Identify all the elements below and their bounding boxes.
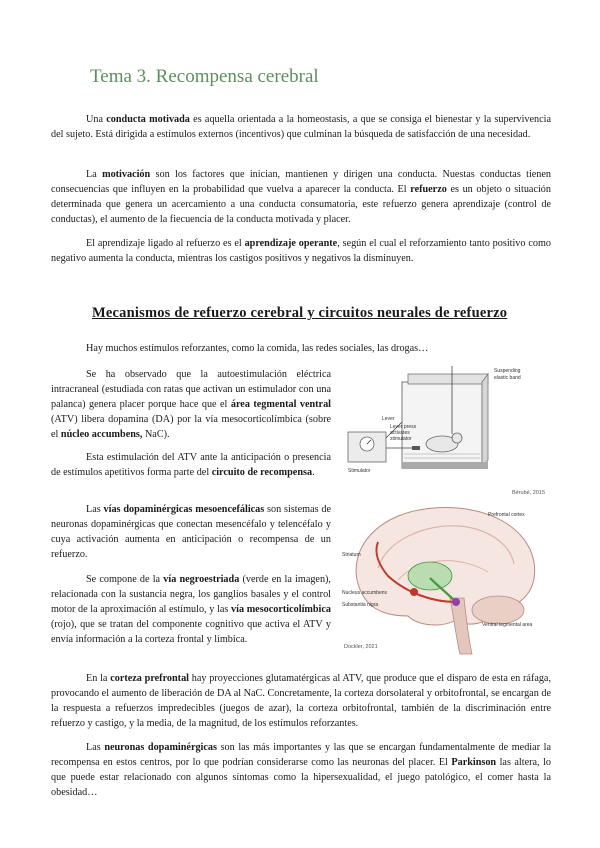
paragraph-estimulacion-atv: Esta estimulación del ATV ante la anticipación o presencia de estímulos apetitivos forma parte del circuito de recompensa. xyxy=(51,452,331,478)
label-suspending: Suspending xyxy=(494,368,521,374)
label-ventral-tegmental-area: Ventral tegmental area xyxy=(482,622,533,628)
label-substantia-nigra: Substantia nigra xyxy=(342,602,379,608)
section-title: Mecanismos de refuerzo cerebral y circuitos neurales de refuerzo xyxy=(92,305,508,321)
label-stimulator: stimulator xyxy=(390,436,412,442)
paragraph-aprendizaje-operante: El aprendizaje ligado al refuerzo es el aprendizaje operante, según el cual el reforzamiento tanto positivo como negativo aumenta la conducta, mientras los castigos positivos y negativos la disminuyen. xyxy=(51,238,551,264)
self-stimulation-figure xyxy=(342,362,550,498)
figure2-credit: Dockler, 2021 xyxy=(344,644,378,650)
paragraph-via-negroestriada: Se compone de la vía negroestriada (verde en la imagen), relacionada con la sustancia negra, los ganglios basales y el control motor de la aproximación al estímulo, y las vía mesocorticolímbica (rojo), que se tratan del componente cognitivo que activa el ATV y envía información a la corteza frontal y límbica. xyxy=(51,574,331,645)
label-striatum: Striatum xyxy=(342,552,361,558)
label-stimulator-box: Stimulator xyxy=(348,468,371,474)
label-elastic-band: elastic band xyxy=(494,375,521,381)
brain-pathways-figure xyxy=(338,498,550,658)
paragraph-neuronas-dopaminergicas: Las neuronas dopaminérgicas son las más importantes y las que se encargan fundamentalmente de mediar la recompensa en estos centros, por lo que podrían considerarse como las neuronas del placer. El Parkinson las altera, lo que puede estar relacionado con algunos síntomas como la hipersexualidad, el juego patológico, el comer hasta la obesidad… xyxy=(51,742,552,798)
paragraph-corteza-prefrontal: En la corteza prefrontal hay proyecciones glutamatérgicas al ATV, que produce que el disparo de esta en ráfaga, provocando el aumento de liberación de DA al NaC. Concretamente, la corteza dorsolateral y orbitofrontal, se encargan de la respuesta a refuerzos impredecibles (juegos de azar), la corteza orbitofrontal, también de la discriminación entre refuerzo y castigo, y la media, de la magnitud, de los estímulos reforzantes. xyxy=(51,673,552,729)
label-prefrontal-cortex: Prefrontal cortex xyxy=(488,512,525,518)
paragraph-conducta-motivada: Una conducta motivada es aquella orientada a la homeostasis, a que se consiga el bienestar y la supervivencia del sujeto. Está dirigida a estímulos externos (incentivos) que culminan la búsqueda de satisfacción de una necesidad. xyxy=(51,114,551,140)
paragraph-motivacion: La motivación son los factores que inician, mantienen y dirigen una conducta. Nuestas conductas tienen consecuencias que influyen en la probabilidad que vuelva a aparecer la conducta. El refuerzo es un objeto o situación determinada que genera un acercamiento a una conducta consumatoria, este refuerzo genera aprendizaje (control de conductas), el aumento de la fiecuencia de la conducta motivada y placer. xyxy=(51,169,551,225)
label-lever-press: Lever press xyxy=(390,424,417,430)
label-nucleus-accumbens: Nucleus accumbens xyxy=(342,590,388,596)
figure1-credit: Bérubé, 2015 xyxy=(512,490,546,496)
page-title: Tema 3. Recompensa cerebral xyxy=(90,66,319,87)
label-activates: activates xyxy=(390,430,410,436)
paragraph-autoestimulacion: Se ha observado que la autoestimulación eléctrica intracraneal (estudiada con ratas que activan un estimulador con una palanca) genera placer porque hace que el área tegmental ventral (ATV) libera dopamina (DA) por la vía mesocorticolímbica (sobre el núcleo accumbens, NaC). xyxy=(51,369,331,440)
cage-illustration xyxy=(402,366,488,469)
paragraph-vias-dopaminergicas: Las vías dopaminérgicas mesoencefálicas son sistemas de neuronas dopaminérgicas que conectan mesencéfalo y telencéfalo y cuya activación aumenta en anticipación o recompensa de un refuerzo. xyxy=(51,504,331,560)
label-lever: Lever xyxy=(382,416,395,422)
paragraph-estimulos: Hay muchos estímulos reforzantes, como la comida, las redes sociales, las drogas… xyxy=(86,343,429,354)
